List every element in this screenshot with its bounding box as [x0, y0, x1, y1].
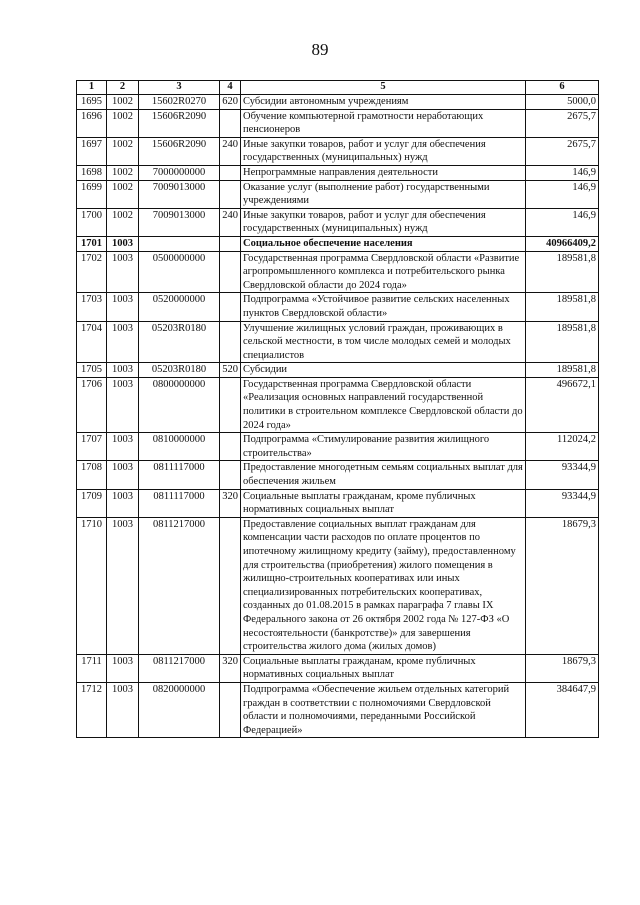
amount-cell: 112024,2	[526, 433, 599, 461]
row-number-cell: 1703	[77, 293, 107, 321]
expense-type-cell	[220, 433, 241, 461]
amount-cell: 146,9	[526, 165, 599, 180]
target-article-cell: 0820000000	[139, 682, 220, 737]
section-code-cell: 1003	[107, 377, 139, 432]
section-code-cell: 1003	[107, 682, 139, 737]
section-code-cell: 1003	[107, 517, 139, 654]
description-cell: Субсидии автономным учреждениям	[241, 95, 526, 110]
description-cell: Оказание услуг (выполнение работ) государственными учреждениями	[241, 180, 526, 208]
section-code-cell: 1002	[107, 137, 139, 165]
expense-type-cell	[220, 165, 241, 180]
target-article-cell: 15606R2090	[139, 137, 220, 165]
section-code-cell: 1002	[107, 180, 139, 208]
amount-cell: 384647,9	[526, 682, 599, 737]
expense-type-cell: 620	[220, 95, 241, 110]
description-cell: Субсидии	[241, 363, 526, 378]
row-number-cell: 1709	[77, 489, 107, 517]
target-article-cell: 05203R0180	[139, 363, 220, 378]
target-article-cell: 7009013000	[139, 208, 220, 236]
description-cell: Улучшение жилищных условий граждан, проживающих в сельской местности, в том числе молодых семей и молодых специалистов	[241, 321, 526, 363]
row-number-cell: 1712	[77, 682, 107, 737]
target-article-cell: 15602R0270	[139, 95, 220, 110]
header-row	[77, 81, 599, 95]
description-cell: Иные закупки товаров, работ и услуг для обеспечения государственных (муниципальных) нужд	[241, 208, 526, 236]
expense-type-cell: 240	[220, 137, 241, 165]
amount-cell: 189581,8	[526, 293, 599, 321]
amount-cell: 496672,1	[526, 377, 599, 432]
row-number-cell: 1695	[77, 95, 107, 110]
row-number-cell: 1710	[77, 517, 107, 654]
page-number: 89	[311, 40, 329, 59]
header-col-1: 1	[77, 81, 107, 95]
expense-type-cell	[220, 109, 241, 137]
description-cell: Иные закупки товаров, работ и услуг для обеспечения государственных (муниципальных) нужд	[241, 137, 526, 165]
table-row	[77, 461, 599, 489]
description-cell: Социальные выплаты гражданам, кроме публичных нормативных социальных выплат	[241, 489, 526, 517]
amount-cell: 2675,7	[526, 137, 599, 165]
section-code-cell: 1002	[107, 208, 139, 236]
row-number-cell: 1705	[77, 363, 107, 378]
amount-cell: 189581,8	[526, 251, 599, 293]
section-code-cell: 1002	[107, 165, 139, 180]
description-cell: Непрограммные направления деятельности	[241, 165, 526, 180]
section-code-cell: 1003	[107, 489, 139, 517]
table-row	[77, 180, 599, 208]
amount-cell: 146,9	[526, 180, 599, 208]
target-article-cell: 0811217000	[139, 517, 220, 654]
description-cell: Социальные выплаты гражданам, кроме публичных нормативных социальных выплат	[241, 654, 526, 682]
amount-cell: 40966409,2	[526, 236, 599, 251]
table-row	[77, 137, 599, 165]
table-row	[77, 95, 599, 110]
expense-type-cell	[220, 180, 241, 208]
row-number-cell: 1698	[77, 165, 107, 180]
table-row	[77, 208, 599, 236]
table-row	[77, 293, 599, 321]
row-number-cell: 1708	[77, 461, 107, 489]
table-row	[77, 165, 599, 180]
table-row	[77, 517, 599, 654]
section-code-cell: 1003	[107, 363, 139, 378]
expense-type-cell: 320	[220, 489, 241, 517]
row-number-cell: 1711	[77, 654, 107, 682]
description-cell: Социальное обеспечение населения	[241, 236, 526, 251]
target-article-cell: 0520000000	[139, 293, 220, 321]
row-number-cell: 1697	[77, 137, 107, 165]
table-row	[77, 109, 599, 137]
expense-type-cell	[220, 517, 241, 654]
description-cell: Предоставление социальных выплат гражданам для компенсации части расходов по оплате процентов по ипотечному жилищному кредиту (займу), предоставленному для строительства (приобретения) жилого помещения в жилищно-строительных кооперативах или иных специализированных потребительских кооперативах, созданных до 01.08.2015 в рамках параграфа 7 главы IX Федерального закона от 26 октября 2002 года № 127-ФЗ «О несостоятельности (банкротстве)» для завершения строительства жилого дома (жилых домов)	[241, 517, 526, 654]
table-header	[77, 81, 599, 95]
table-body	[77, 95, 599, 738]
section-code-cell: 1003	[107, 654, 139, 682]
row-number-cell: 1699	[77, 180, 107, 208]
target-article-cell: 05203R0180	[139, 321, 220, 363]
expense-type-cell	[220, 377, 241, 432]
amount-cell: 18679,3	[526, 517, 599, 654]
table-row	[77, 489, 599, 517]
table-row	[77, 236, 599, 251]
table-row	[77, 433, 599, 461]
header-col-6: 6	[526, 81, 599, 95]
row-number-cell: 1701	[77, 236, 107, 251]
table-row	[77, 377, 599, 432]
row-number-cell: 1706	[77, 377, 107, 432]
section-code-cell: 1003	[107, 433, 139, 461]
amount-cell: 2675,7	[526, 109, 599, 137]
target-article-cell: 15606R2090	[139, 109, 220, 137]
target-article-cell: 0811217000	[139, 654, 220, 682]
description-cell: Предоставление многодетным семьям социальных выплат для обеспечения жильем	[241, 461, 526, 489]
expense-type-cell	[220, 236, 241, 251]
section-code-cell: 1003	[107, 293, 139, 321]
target-article-cell	[139, 236, 220, 251]
target-article-cell: 7000000000	[139, 165, 220, 180]
amount-cell: 5000,0	[526, 95, 599, 110]
row-number-cell: 1702	[77, 251, 107, 293]
header-col-3: 3	[139, 81, 220, 95]
row-number-cell: 1700	[77, 208, 107, 236]
description-cell: Подпрограмма «Обеспечение жильем отдельных категорий граждан в соответствии с полномочиями Свердловской области и полномочиями, переданными Российской Федерацией»	[241, 682, 526, 737]
section-code-cell: 1002	[107, 109, 139, 137]
header-col-5: 5	[241, 81, 526, 95]
target-article-cell: 0810000000	[139, 433, 220, 461]
section-code-cell: 1003	[107, 236, 139, 251]
description-cell: Подпрограмма «Стимулирование развития жилищного строительства»	[241, 433, 526, 461]
description-cell: Подпрограмма «Устойчивое развитие сельских населенных пунктов Свердловской области»	[241, 293, 526, 321]
description-cell: Обучение компьютерной грамотности неработающих пенсионеров	[241, 109, 526, 137]
expense-type-cell	[220, 293, 241, 321]
section-code-cell: 1003	[107, 251, 139, 293]
row-number-cell: 1707	[77, 433, 107, 461]
target-article-cell: 7009013000	[139, 180, 220, 208]
target-article-cell: 0811117000	[139, 461, 220, 489]
section-code-cell: 1002	[107, 95, 139, 110]
description-cell: Государственная программа Свердловской области «Развитие агропромышленного комплекса и потребительского рынка Свердловской области до 2024 года»	[241, 251, 526, 293]
header-col-4: 4	[220, 81, 241, 95]
table-row	[77, 251, 599, 293]
table-row	[77, 654, 599, 682]
expense-type-cell: 320	[220, 654, 241, 682]
row-number-cell: 1696	[77, 109, 107, 137]
amount-cell: 146,9	[526, 208, 599, 236]
expense-type-cell	[220, 251, 241, 293]
amount-cell: 189581,8	[526, 321, 599, 363]
target-article-cell: 0811117000	[139, 489, 220, 517]
row-number-cell: 1704	[77, 321, 107, 363]
amount-cell: 189581,8	[526, 363, 599, 378]
amount-cell: 18679,3	[526, 654, 599, 682]
expense-type-cell: 520	[220, 363, 241, 378]
target-article-cell: 0800000000	[139, 377, 220, 432]
expense-type-cell: 240	[220, 208, 241, 236]
header-col-2: 2	[107, 81, 139, 95]
table-row	[77, 363, 599, 378]
target-article-cell: 0500000000	[139, 251, 220, 293]
table-row	[77, 682, 599, 737]
amount-cell: 93344,9	[526, 461, 599, 489]
expense-type-cell	[220, 682, 241, 737]
description-cell: Государственная программа Свердловской области «Реализация основных направлений государственной политики в строительном комплексе Свердловской области до 2024 года»	[241, 377, 526, 432]
table-row	[77, 321, 599, 363]
section-code-cell: 1003	[107, 321, 139, 363]
budget-table	[76, 80, 599, 738]
expense-type-cell	[220, 461, 241, 489]
expense-type-cell	[220, 321, 241, 363]
amount-cell: 93344,9	[526, 489, 599, 517]
section-code-cell: 1003	[107, 461, 139, 489]
